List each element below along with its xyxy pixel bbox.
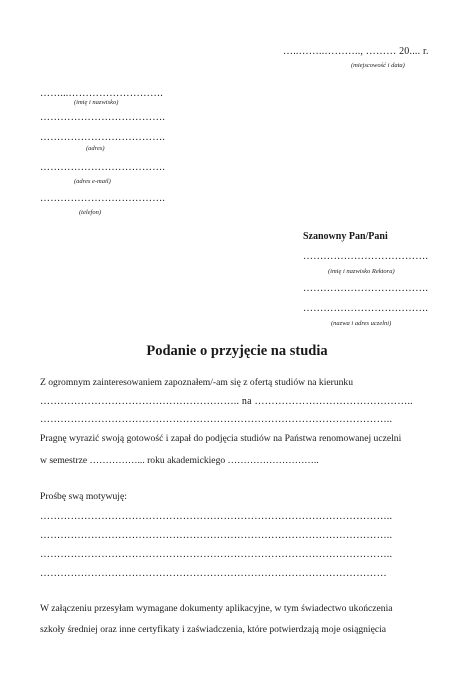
university-line-2: ………………………………. xyxy=(303,303,429,314)
date-caption: (miejscowość i data) xyxy=(351,62,405,69)
body-p1-line-1: Z ogromnym zainteresowaniem zapoznałem/-am się z ofertą studiów na kierunku xyxy=(40,377,354,388)
sender-email-line: ………………………………. xyxy=(40,162,166,173)
sender-name-line: ……...………………………. xyxy=(40,88,163,99)
body-p1-line-4: Pragnę wyrazić swoją gotowość i zapał do podjęcia studiów na Państwa renomowanej uczelni xyxy=(40,433,402,444)
university-caption: (nazwa i adres uczelni) xyxy=(331,320,392,327)
body-p2-intro: Prośbę swą motywuję: xyxy=(40,491,127,502)
rector-name-line: ………………………………. xyxy=(303,251,429,262)
document-title: Podanie o przyjęcie na studia xyxy=(146,343,328,359)
university-line-1: ………………………………. xyxy=(303,283,429,294)
body-p3-line-2: szkoły średniej oraz inne certyfikaty i zaświadczenia, które potwierdzają moje osiągnięcia xyxy=(40,624,387,635)
sender-phone-caption: (telefon) xyxy=(79,209,102,216)
rector-name-caption: (imię i nazwisko Rektora) xyxy=(328,268,395,275)
sender-address-line-1: ………………………………. xyxy=(40,112,166,123)
body-p2-line-1: ………………………………………………………………………………………….. xyxy=(40,511,393,522)
body-p2-line-4: ………………………………………………………………………………………… xyxy=(40,568,387,579)
body-p3-line-1: W załączeniu przesyłam wymagane dokumenty aplikacyjne, w tym świadectwo ukończenia xyxy=(40,603,393,614)
sender-name-caption: (imię i nazwisko) xyxy=(74,99,119,106)
sender-email-caption: (adres e-mail) xyxy=(74,178,111,185)
sender-address-caption: (adres) xyxy=(86,145,105,152)
body-p1-line-3: ………………………………………………………………………………………….. xyxy=(40,414,393,425)
body-p2-line-3: ………………………………………………………………………………………….. xyxy=(40,549,393,560)
sender-address-line-2: ………………………………. xyxy=(40,132,166,143)
body-p2-line-2: ………………………………………………………………………………………….. xyxy=(40,530,393,541)
body-p1-line-5: w semestrze ……………... roku akademickiego ……………………….. xyxy=(40,455,319,466)
sender-phone-line: ………………………………. xyxy=(40,193,166,204)
body-p1-line-2: ………………………………………………….. na ……………………………………….. xyxy=(40,396,413,407)
recipient-greeting: Szanowny Pan/Pani xyxy=(303,231,388,242)
date-line: …..……..……….., ……… 20.... r. xyxy=(283,46,429,57)
